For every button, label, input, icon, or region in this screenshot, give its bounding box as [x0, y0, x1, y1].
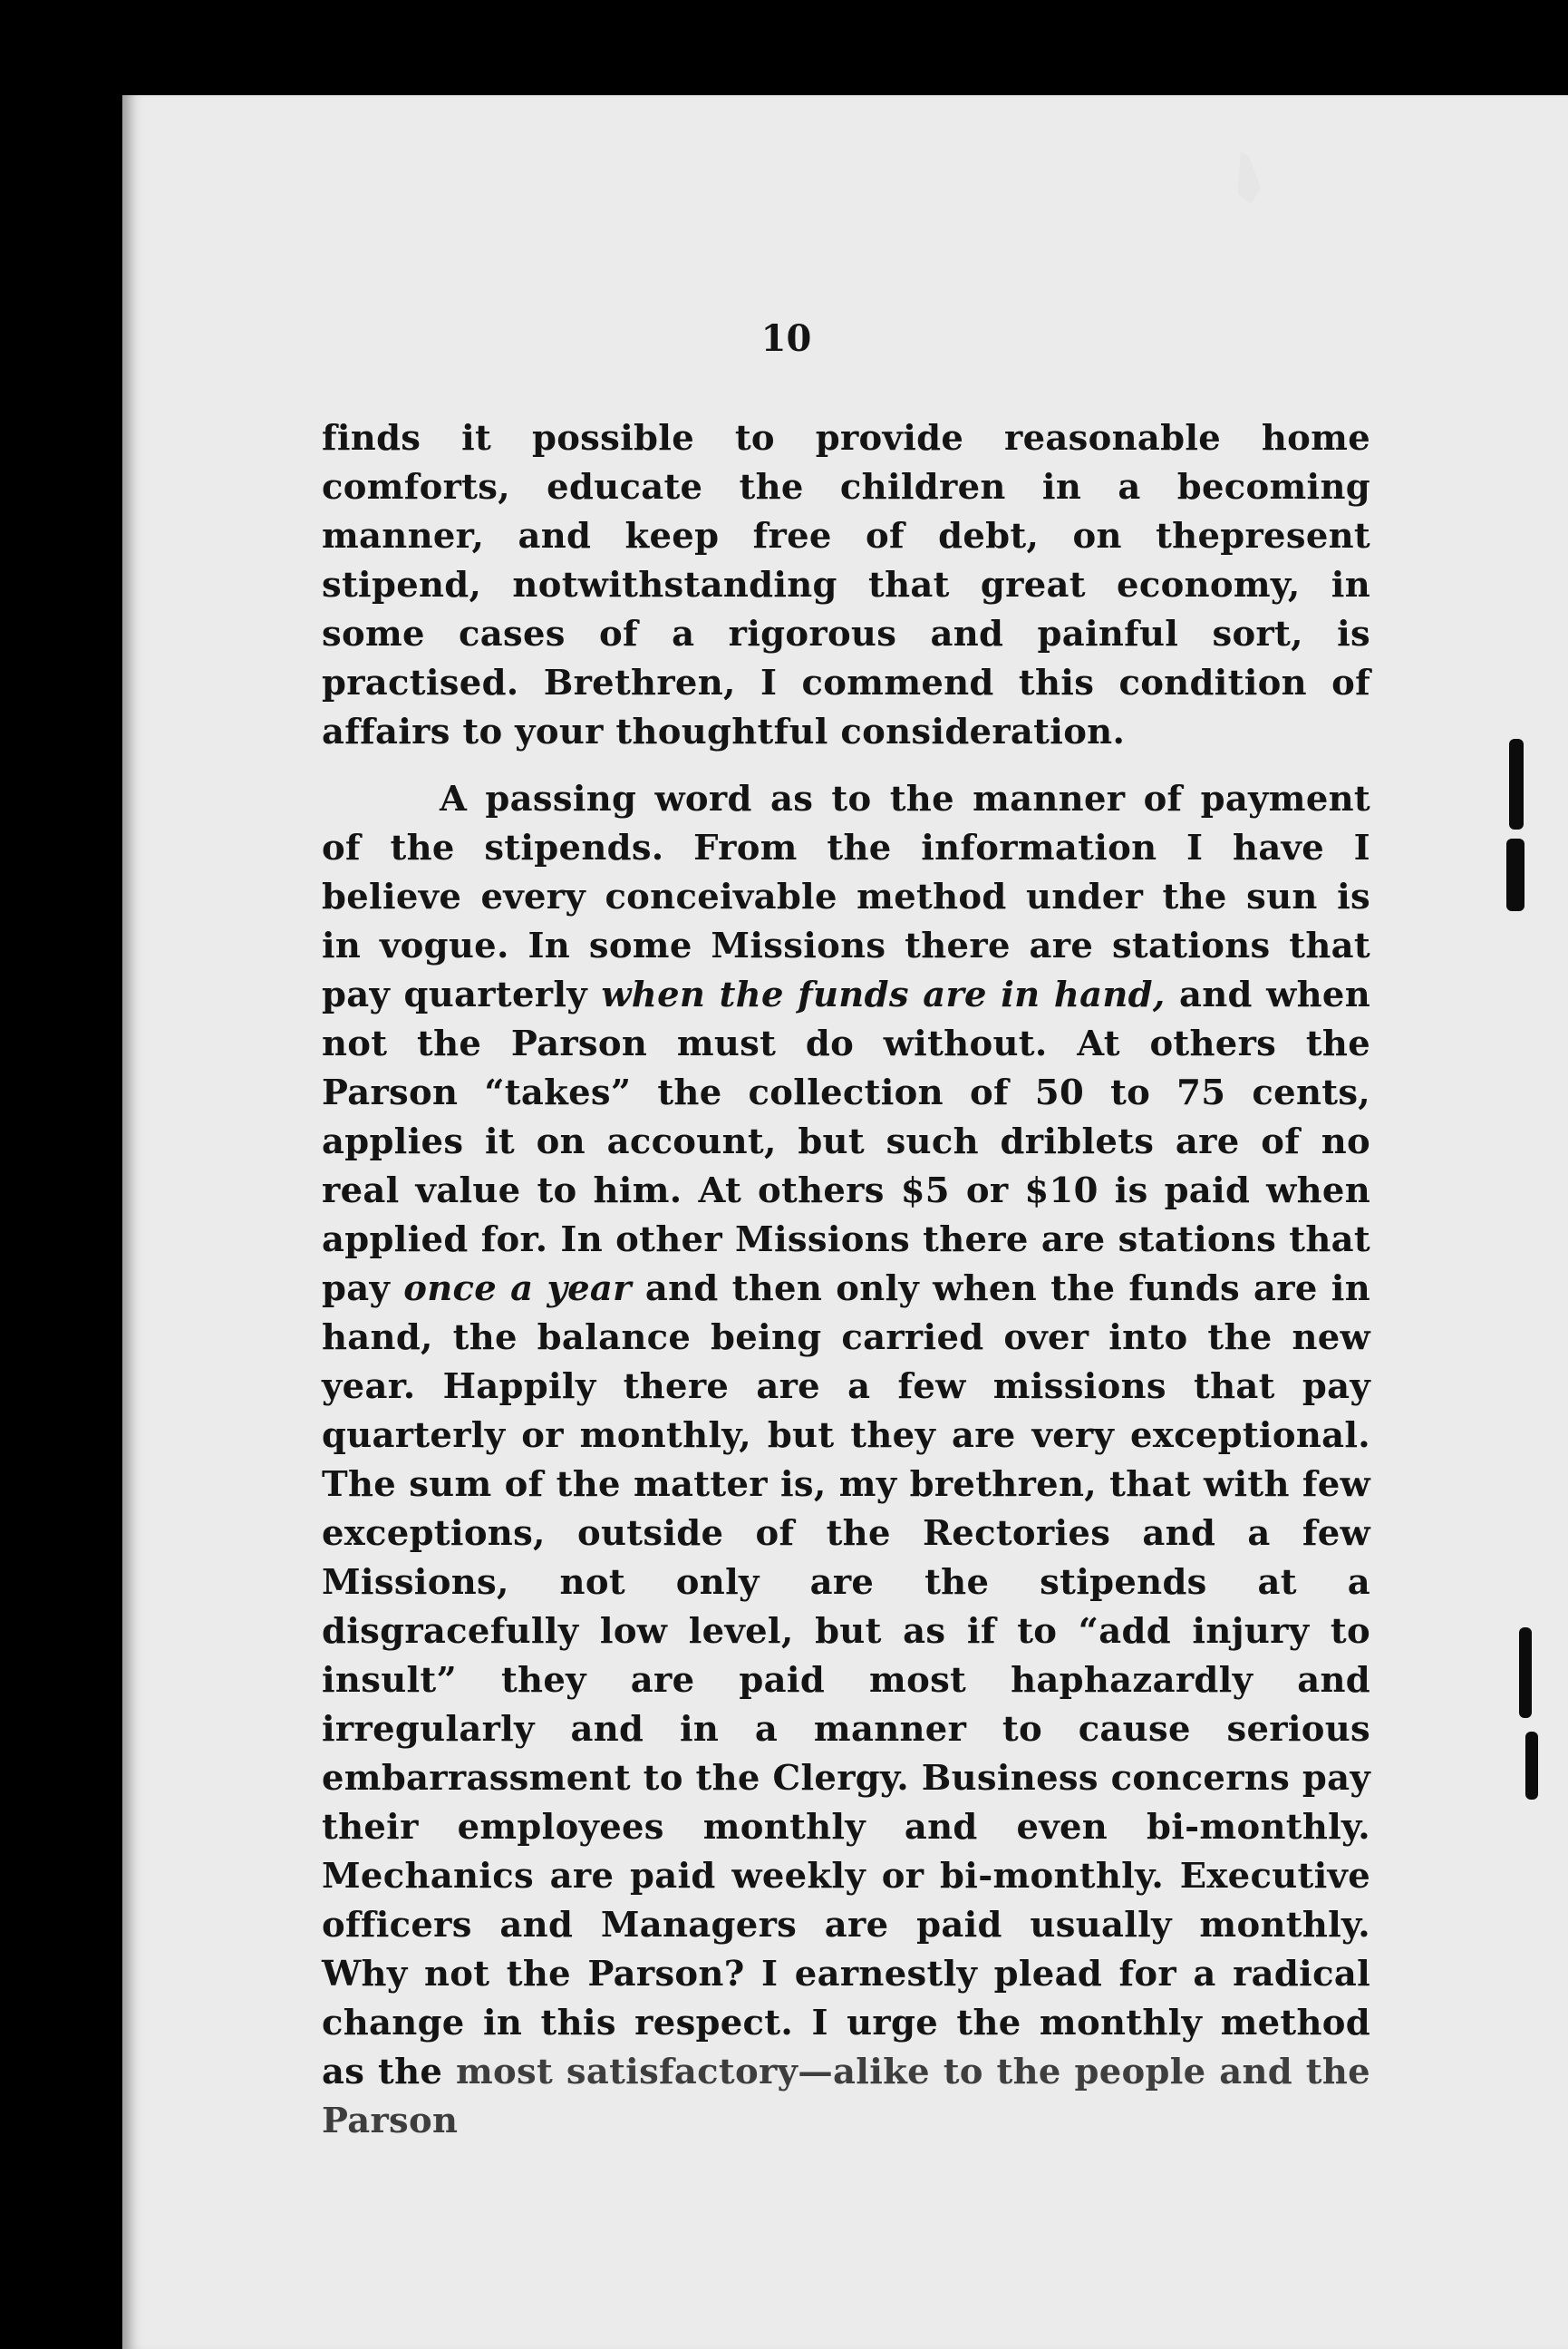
paragraph-1: finds it possible to provide reasonable home comforts, educate the children in a becoming manner, and keep free of debt, on thepresent stipend, notwithstanding that great economy, in some cases of a rigorous and painful sort, is practised. Brethren, I commend this condition of affairs to your thoughtful consideration. [322, 418, 1370, 752]
paragraph-2 [322, 775, 1370, 2146]
paragraph-2-text-3: and then only when the funds are in hand, the balance being carried over into the new year. Happily there are a few missions that pay quarterly or monthly, but they are very exceptional. The sum of the matter is, my brethren, that with few exceptions, outside of the Rectories and a few Missions, not only are the stipends at a disgracefully low level, but as if to “add injury to insult” they are paid most haphazardly and irregularly and in a manner to cause serious embarrassment to the Clergy. Business concerns pay their employees monthly and even bi-monthly. Mechanics are paid weekly or bi-monthly. Executive officers and Managers are paid usually monthly. Why not the Parson? I earnestly plead for a radical change in this respect. I urge the monthly method as the [322, 1268, 1370, 2092]
bleed-through-mark [1506, 839, 1524, 911]
bleed-through-mark [1525, 1732, 1538, 1800]
paragraph-2-text-1: A passing word as to the manner of payment of the stipends. From the information I have I believe every conceivable method under the sun is in vogue. In some Missions there are stations that pay quarterly [322, 779, 1370, 1015]
document-page [122, 95, 1568, 2349]
bleed-through-mark [1519, 1627, 1532, 1718]
emphasis-when-funds-in-hand: when the funds are in hand, [601, 975, 1166, 1015]
bleed-through-mark [1509, 739, 1524, 830]
body-text [322, 414, 1370, 2146]
paragraph-2-last-line: most satisfactory—alike to the people and the Parson [322, 2052, 1370, 2141]
emphasis-once-a-year: once a year [403, 1268, 632, 1309]
paper-tear-mark [1235, 151, 1261, 204]
paragraph-2-text-2: and when not the Parson must do without. At others the Parson “takes” the collection of 50 to 75 cents, applies it on account, but such driblets are of no real value to him. At others $5 or $10 is paid when applied for. In other Missions there are stations that pay [322, 975, 1370, 1309]
page-number: 10 [760, 317, 812, 360]
